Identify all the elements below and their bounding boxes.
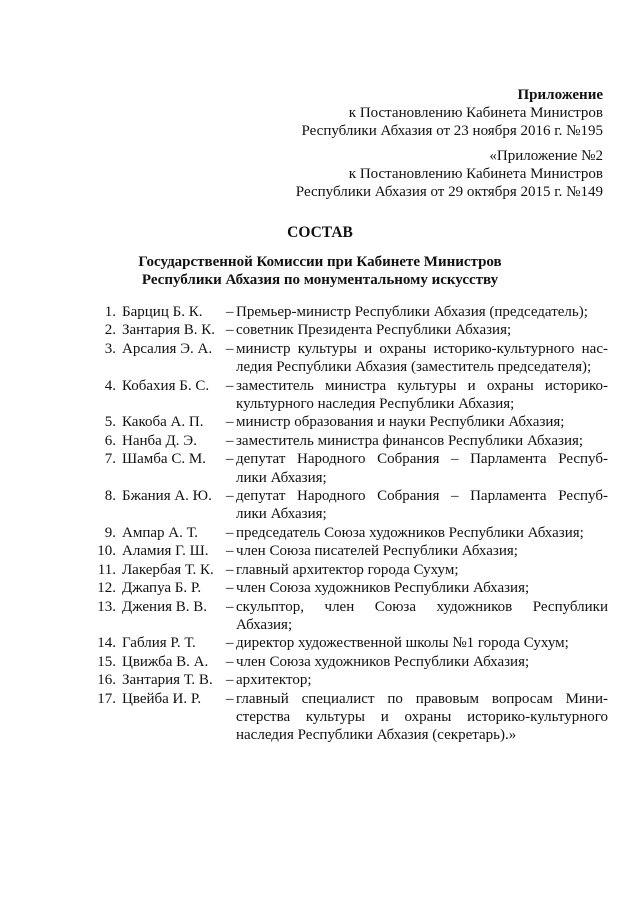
member-role [236,450,608,487]
role-line: наследия Республики Абхазия (секретарь).» [236,727,517,744]
member-name: Какоба А. П. [122,414,204,431]
list-item [92,377,608,414]
list-item [92,432,608,450]
dash: – [226,653,234,670]
role-line: директор художественной школы №1 города Сухум; [236,635,569,652]
role-line: советник Президента Республики Абхазия; [236,322,512,339]
member-role [236,542,608,560]
member-name: Бжания А. Ю. [122,488,212,505]
role-line: член Союза художников Республики Абхазия; [236,653,530,670]
member-role [236,487,608,524]
role-line: заместитель министра финансов Республики Абхазия; [236,432,584,449]
member-role [236,377,608,414]
list-item [92,634,608,652]
dash: – [226,322,234,339]
member-number: 12. [97,580,116,597]
member-number: 15. [97,653,116,670]
appendix-title: Приложение [517,87,603,103]
member-name: Шамба С. М. [122,451,206,468]
dash: – [226,432,234,449]
member-name: Ампар А. Т. [122,524,199,541]
list-item [92,598,608,635]
member-name: Цвижба В. А. [122,653,209,670]
member-number: 3. [104,340,116,357]
dash: – [226,488,234,505]
member-role [236,690,608,745]
member-role [236,671,608,689]
dash: – [226,377,234,394]
dash: – [226,561,234,578]
role-line: заместитель министра культуры и охраны историко- [236,377,608,394]
member-name: Зантария Т. В. [122,672,213,689]
role-line: главный архитектор города Сухум; [236,561,459,578]
appendix-header [302,86,604,140]
member-number: 4. [104,377,116,394]
list-item [92,321,608,339]
role-line: архитектор; [236,672,312,689]
list-item [92,413,608,431]
member-name: Джапуа Б. Р. [122,580,202,597]
member-number: 10. [97,543,116,560]
member-number: 6. [104,432,116,449]
list-item [92,653,608,671]
role-line: стерства культуры и охраны историко-культурного [236,708,608,725]
subtitle-line: Государственной Комиссии при Кабинете Министров [138,254,502,270]
member-role [236,524,608,542]
document-subtitle [40,253,600,289]
dash: – [226,672,234,689]
list-item [92,524,608,542]
list-item [92,690,608,745]
list-item [92,303,608,321]
role-line: лики Абхазия; [236,506,327,523]
dash: – [226,635,234,652]
document-title: СОСТАВ [287,224,353,241]
dash: – [226,340,234,357]
member-role [236,413,608,431]
list-item [92,340,608,377]
member-name: Джения В. В. [122,598,208,615]
role-line: скульптор, член Союза художников Республики [236,598,608,615]
role-line: Абхазия; [236,616,293,633]
dash: – [226,304,234,320]
list-item [92,450,608,487]
member-number: 8. [104,488,116,505]
appendix2-header [296,147,603,201]
dash: – [226,543,234,560]
role-line: культурного наследия Республики Абхазия; [236,396,515,413]
dash: – [226,690,234,707]
role-line: депутат Народного Собрания – Парламента Респуб- [236,488,608,505]
role-line: член Союза писателей Республики Абхазия; [236,543,518,560]
dash: – [226,451,234,468]
dash: – [226,414,234,431]
dash: – [226,524,234,541]
role-line: министр культуры и охраны историко-культурного нас- [236,340,608,357]
member-role [236,561,608,579]
members-list [92,303,608,745]
member-name: Барциц Б. К. [122,304,203,320]
member-number: 7. [104,451,116,468]
member-number: 2. [104,322,116,339]
member-name: Цвейба И. Р. [122,690,202,707]
member-number: 5. [104,414,116,431]
member-name: Аламия Г. Ш. [122,543,209,560]
member-number: 9. [104,524,116,541]
member-role [236,321,608,339]
member-number: 14. [97,635,116,652]
role-line: министр образования и науки Республики Абхазия; [236,414,565,431]
list-item [92,561,608,579]
appendix2-title: «Приложение №2 [489,148,603,164]
member-role [236,598,608,635]
member-name: Зантария В. К. [122,322,216,339]
member-role [236,653,608,671]
member-number: 17. [97,690,116,707]
member-name: Арсалия Э. А. [122,340,213,357]
member-number: 13. [97,598,116,615]
dash: – [226,580,234,597]
member-role [236,340,608,377]
role-line: лики Абхазия; [236,469,327,486]
role-line: член Союза художников Республики Абхазия; [236,580,530,597]
role-line: ледия Республики Абхазия (заместитель председателя); [236,359,592,376]
member-role [236,579,608,597]
member-number: 16. [97,672,116,689]
member-role [236,634,608,652]
appendix-line: к Постановлению Кабинета Министров [348,105,603,121]
list-item [92,579,608,597]
role-line: председатель Союза художников Республики Абхазия; [236,524,584,541]
member-role [236,303,608,321]
member-name: Кобахия Б. С. [122,377,210,394]
role-line: Премьер-министр Республики Абхазия (председатель); [236,304,588,320]
list-item [92,487,608,524]
role-line: депутат Народного Собрания – Парламента Респуб- [236,451,608,468]
member-name: Лакербая Т. К. [122,561,214,578]
dash: – [226,598,234,615]
appendix-line: Республики Абхазия от 23 ноября 2016 г. №195 [301,123,603,139]
member-number: 1. [104,304,116,320]
appendix2-line: Республики Абхазия от 29 октября 2015 г. №149 [295,184,603,200]
appendix2-line: к Постановлению Кабинета Министров [348,166,603,182]
subtitle-line: Республики Абхазия по монументальному искусству [141,272,499,288]
role-line: главный специалист по правовым вопросам Мини- [236,690,608,707]
member-name: Нанба Д. Э. [122,432,197,449]
list-item [92,542,608,560]
list-item [92,671,608,689]
member-number: 11. [97,561,116,578]
member-name: Габлия Р. Т. [122,635,196,652]
member-role [236,432,608,450]
